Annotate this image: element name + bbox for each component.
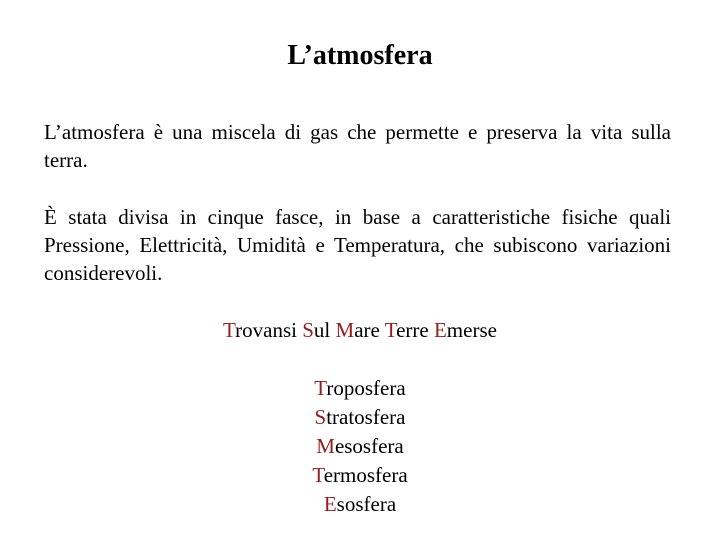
mnemonic-word <box>434 318 497 342</box>
layer-item-troposfera <box>0 374 720 403</box>
mnemonic-word <box>223 318 297 342</box>
atmosphere-layers-list <box>0 374 720 519</box>
mnemonic-word <box>336 318 380 342</box>
mnemonic-initial: M <box>335 318 355 342</box>
layer-initial: T <box>314 376 327 400</box>
layer-item-esosfera <box>0 490 720 519</box>
layer-rest: tratosfera <box>326 405 406 429</box>
layer-initial: S <box>314 405 327 429</box>
layer-item-stratosfera <box>0 403 720 432</box>
layer-rest: ermosfera <box>323 463 408 487</box>
mnemonic-rest: are <box>354 318 380 342</box>
mnemonic-word <box>302 318 330 342</box>
mnemonic-initial: E <box>433 318 447 342</box>
layer-rest: roposfera <box>326 376 406 400</box>
mnemonic-initial: T <box>223 318 236 342</box>
layer-initial: E <box>323 492 337 516</box>
mnemonic-word <box>385 318 429 342</box>
mnemonic-rest: erre <box>396 318 429 342</box>
mnemonic-rest: merse <box>446 318 497 342</box>
page-title: L’atmosfera <box>287 40 433 71</box>
layer-rest: sosfera <box>336 492 397 516</box>
mnemonic-rest: rovansi <box>235 318 297 342</box>
intro-paragraph: L’atmosfera è una miscela di gas che permette e preserva la vita sulla terra. <box>44 120 671 172</box>
mnemonic-initial: T <box>384 318 397 342</box>
mnemonic-initial: S <box>302 318 314 342</box>
division-paragraph: È stata divisa in cinque fasce, in base a caratteristiche fisiche quali Pressione, Elettricità, Umidità e Temperatura, che subiscono variazioni considerevoli. <box>44 205 671 285</box>
layer-item-termosfera <box>0 461 720 490</box>
layer-initial: M <box>316 434 335 458</box>
layer-rest: esosfera <box>334 434 404 458</box>
mnemonic-rest: ul <box>313 318 331 342</box>
layer-item-mesosfera <box>0 432 720 461</box>
mnemonic-phrase <box>0 316 720 344</box>
layer-initial: T <box>312 463 324 487</box>
